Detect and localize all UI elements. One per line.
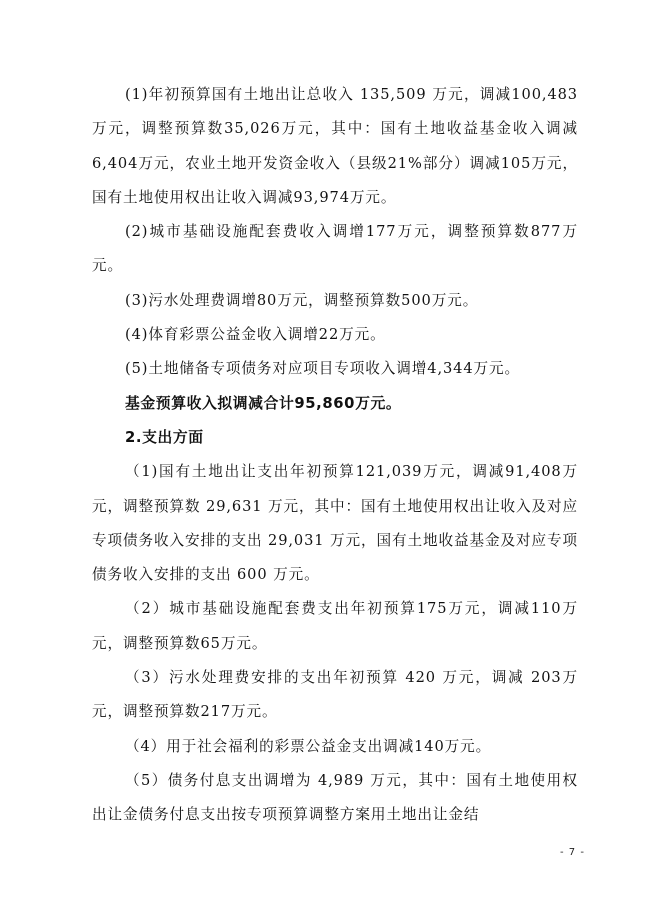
paragraph-sewage-fee-revenue: (3)污水处理费调增80万元，调整预算数500万元。 [125, 291, 479, 309]
paragraph-infrastructure-fee-expenditure: （2）城市基础设施配套费支出年初预算175万元，调减110万元，调整预算数65万元。 [92, 600, 578, 652]
paragraph-infrastructure-fee-revenue: (2)城市基础设施配套费收入调增177万元，调整预算数877万元。 [92, 223, 578, 275]
section-heading-expenditure: 2.支出方面 [125, 428, 204, 446]
paragraph-debt-interest-expenditure: （5）债务付息支出调增为 4,989 万元，其中：国有土地使用权出让金债务付息支出按专项预算调整方案用土地出让金结 [92, 771, 578, 824]
paragraph-lottery-welfare-expenditure: （4）用于社会福利的彩票公益金支出调减140万元。 [125, 737, 492, 755]
paragraph-sewage-fee-expenditure: （3）污水处理费安排的支出年初预算 420 万元，调减 203万元，调整预算数217万元。 [92, 669, 578, 721]
document-body [92, 78, 578, 833]
paragraph-land-transfer-expenditure: （1)国有土地出让支出年初预算121,039万元，调减91,408万元，调整预算数 29,631 万元，其中：国有土地使用权出让收入及对应专项债务收入安排的支出 29,031 万元，国有土地收益基金及对应专项债务收入安排的支出 600 万元。 [92, 463, 578, 584]
paragraph-land-reserve-bond-revenue: (5)土地储备专项债务对应项目专项收入调增4,344万元。 [125, 360, 521, 378]
page-number: - 7 - [560, 847, 585, 858]
paragraph-lottery-revenue: (4)体育彩票公益金收入调增22万元。 [125, 326, 386, 344]
paragraph-land-transfer-revenue: (1)年初预算国有土地出让总收入 135,509 万元，调减100,483万元，调整预算数35,026万元，其中：国有土地收益基金收入调减6,404万元，农业土地开发资金收入（县级21%部分）调减105万元，国有土地使用权出让收入调减93,974万元。 [92, 86, 578, 206]
paragraph-revenue-total: 基金预算收入拟调减合计95,860万元。 [125, 394, 402, 412]
